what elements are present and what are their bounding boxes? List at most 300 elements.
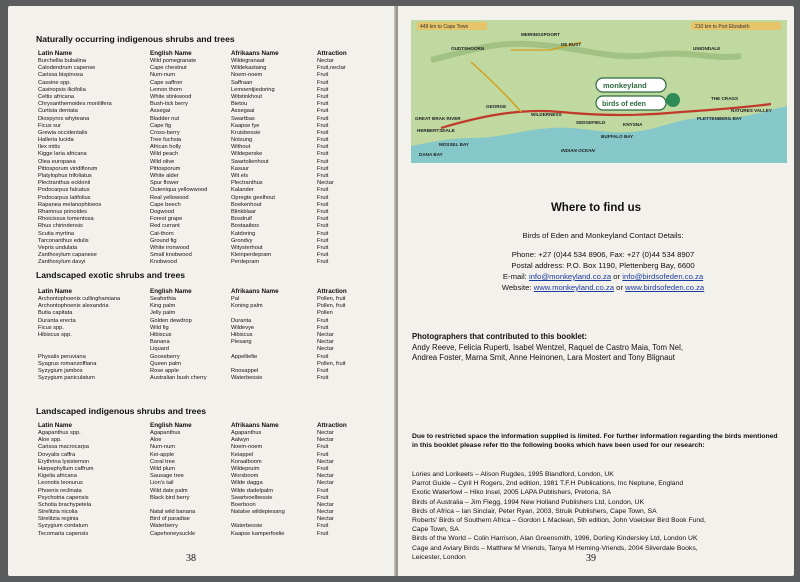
table-cell: Butia capitata: [38, 310, 73, 317]
table-cell: Kaapse kamperfoelie: [231, 530, 285, 537]
table-cell: Num-num: [150, 72, 175, 79]
table-cell: [150, 502, 230, 509]
table-cell: Nectar: [317, 430, 334, 436]
table-cell: Witysterhout: [231, 244, 263, 251]
table-cell: Fruit: [317, 208, 329, 215]
column-header: Afrikaans Name: [231, 50, 279, 57]
column-header: Afrikaans Name: [231, 288, 279, 295]
map-place-label: THE CRAGS: [711, 96, 739, 101]
table-cell: Syzygium cordatum: [38, 523, 88, 530]
table-cell: Fruit: [317, 465, 329, 472]
postal-line: Postal address: P.O. Box 1190, Plettenberg Bay, 6600: [511, 261, 695, 270]
table-cell: [231, 310, 313, 317]
table-cell: Assegai: [150, 108, 171, 115]
table-cell: Fruit: [317, 72, 329, 79]
table-cell: Pollen, fruit: [317, 296, 346, 302]
map-place-label: WILDERNESS: [531, 112, 562, 117]
table-column: [38, 288, 148, 382]
location-marker-icon: [666, 93, 680, 107]
table-cell: Gooseberry: [150, 353, 180, 360]
table-cell: Carissa bispinosa: [38, 72, 83, 79]
table-cell: Tecomaria capensis: [38, 530, 89, 537]
table-cell: Fruit: [317, 530, 329, 537]
table-cell: Pollen, fruit: [317, 303, 346, 310]
reference-item: Cage and Aviary Birds – Matthew M Vriends, Tanya M Heming-Vriends, 2004 Silverdale Books,: [412, 544, 698, 552]
column-header: Attraction: [317, 422, 347, 429]
table-column: [38, 50, 148, 266]
table-cell: Kleinperdepram: [231, 252, 272, 259]
table-cell: Notsung: [231, 137, 253, 144]
table-cell: Duranta erecta: [38, 317, 76, 324]
map-place-label: SEDGEFIELD: [576, 120, 606, 125]
map-place-label: KNYSNA: [623, 122, 643, 127]
table-cell: Fruit: [317, 115, 329, 122]
table-cell: Pittosporum viridiflorum: [38, 165, 98, 172]
column-header: English Name: [150, 288, 192, 295]
table-cell: Cape fig: [150, 122, 172, 129]
table-cell: Fruit: [317, 151, 329, 158]
contact-block: [438, 230, 768, 293]
table-cell: Hibiscus: [150, 331, 172, 338]
table-cell: Scutia myrtina: [38, 230, 75, 237]
reference-item: Birds of Australia – Jim Flegg, 1994 New Holland Publishers Ltd, London, UK: [412, 498, 644, 506]
table-cell: Rhoicissus tomentosa: [38, 216, 94, 223]
table-cell: Perdepram: [231, 259, 260, 266]
column-header: Attraction: [317, 288, 347, 295]
table-cell: Wild peach: [150, 151, 179, 158]
table-cell: Calodendrum capense: [38, 65, 96, 72]
right-page: [398, 6, 794, 576]
table-cell: Fruit: [317, 230, 329, 237]
table-cell: Wild pomegranate: [150, 58, 197, 64]
table-cell: Fruit: [317, 158, 329, 165]
table-column: [150, 422, 230, 538]
table-cell: Noem-noem: [231, 72, 263, 79]
table-cell: Rapanea melanophloeos: [38, 201, 102, 208]
table-cell: Kei-apple: [150, 451, 175, 458]
table-cell: Fruit: [317, 173, 329, 179]
table-cell: Strelitzia nicolia: [38, 509, 78, 516]
table-cell: Fruit: [317, 353, 329, 360]
table-cell: Kalander: [231, 187, 254, 194]
page-number-left: 38: [186, 553, 196, 564]
table-cell: Piesang: [231, 339, 252, 346]
column-header: English Name: [150, 422, 192, 429]
table-cell: Phoenix reclinata: [38, 487, 82, 494]
table-cell: Ground fig: [150, 237, 177, 244]
table-cell: Grondvy: [231, 237, 253, 244]
table-cell: [38, 339, 148, 346]
map-place-label: UNIONDALE: [693, 46, 721, 51]
table-cell: [38, 346, 148, 353]
table-cell: Liquard: [150, 346, 169, 353]
table-cell: Fruit: [317, 324, 329, 331]
reference-item: Cape Town, SA: [412, 526, 459, 534]
table-cell: Black bird berry: [150, 494, 190, 501]
table-column: [317, 422, 367, 538]
table-cell: Fruit: [317, 165, 329, 172]
table-cell: Ficus sur: [38, 122, 62, 129]
reference-item: Roberts' Birds of Southern Africa – Gordon L Maclean, 5th edition, John Voelcker Bird Book Fund,: [412, 517, 706, 525]
table-cell: Fruit,nectar: [317, 65, 346, 72]
table-cell: [231, 516, 313, 523]
table-column: [317, 50, 367, 266]
table-cell: Fruit: [317, 252, 329, 259]
table-cell: Cape saffron: [150, 79, 183, 86]
table-cell: Nectar: [317, 473, 334, 480]
table-cell: Fruit: [317, 523, 329, 530]
table-cell: Hibiscus spp.: [38, 331, 72, 338]
table-cell: Kaapse fye: [231, 122, 260, 129]
table-cell: Bostaaibos: [231, 223, 260, 230]
table-column: [150, 50, 230, 266]
table-cell: Capehoneysuckle: [150, 530, 196, 537]
table-cell: Nectar: [317, 501, 334, 508]
table-cell: Celtis africana: [38, 93, 75, 100]
map-place-label: BUFFALO BAY: [601, 134, 634, 139]
table-cell: King palm: [150, 303, 176, 310]
table-cell: Carissa macrocarpa: [38, 444, 89, 451]
map-place-label: OUDTSHOORN: [451, 46, 485, 51]
table-cell: Fruit: [317, 367, 329, 374]
table-cell: Rose apple: [150, 367, 179, 374]
table-cell: Boerboon: [231, 501, 256, 508]
table-cell: Nectar: [317, 458, 334, 465]
map-place-label: DE RUST: [561, 42, 582, 47]
table-cell: Aloe spp.: [38, 437, 62, 444]
table-cell: Fruit: [317, 122, 329, 129]
table-cell: Fruit: [317, 201, 329, 208]
page-number-right: 39: [586, 553, 596, 564]
table-cell: Roosappel: [231, 367, 259, 374]
table-cell: Fruit: [317, 444, 329, 451]
table-cell: Australian bush cherry: [150, 375, 207, 382]
table-cell: Knobwood: [150, 259, 177, 266]
email-link-monkeyland[interactable]: info@monkeyland.co.za: [528, 272, 612, 281]
table-cell: Cross-berry: [150, 129, 180, 136]
references-intro: Due to restricted space the information supplied is limited. For further information regarding the birds mentioned in this booklet please refer tto the following books which have been used for our research:: [412, 433, 778, 450]
map-place-label: GREAT BRAK RIVER: [415, 116, 461, 121]
table-cell: Fruit: [317, 194, 329, 201]
table-cell: Coral tree: [150, 458, 175, 465]
table-cell: Chrysanthemoides monilifera: [38, 101, 112, 108]
table-cell: Vepris undulata: [38, 244, 78, 251]
photographers-block: [412, 332, 782, 364]
map-place-label: GEORGE: [486, 104, 507, 109]
table-cell: Agapanthus spp.: [38, 430, 81, 436]
map-place-label: DANA BAY: [419, 152, 443, 157]
table-cell: Bush-tick berry: [150, 101, 188, 108]
table-cell: Fruit: [317, 137, 329, 144]
reference-item: Leicester, London: [412, 553, 466, 561]
table-cell: Katdoring: [231, 230, 256, 237]
table-cell: Bietou: [231, 101, 248, 108]
reference-item: Parrot Guide – Cyril H Rogers, 2nd edition, 1981 T.F.H Publications, Inc Neptune, England: [412, 480, 684, 488]
map-place-label: INDIAN OCEAN: [561, 148, 595, 153]
table-cell: Fruit: [317, 223, 329, 230]
table-cell: Halleria lucida: [38, 137, 74, 144]
table-cell: Waterbessie: [231, 375, 263, 382]
birds-of-eden-label: birds of eden: [602, 101, 646, 108]
table-cell: Outeniqua yellowwood: [150, 187, 208, 194]
table-cell: Fruit: [317, 86, 329, 93]
table-cell: Diospyros whyteana: [38, 115, 90, 122]
table-cell: Wilde dadelpalm: [231, 487, 274, 494]
table-cell: Fruit: [317, 144, 329, 151]
table-cell: Archontophoenix alexandria: [38, 303, 109, 310]
table-cell: Wildevye: [231, 324, 255, 331]
table-cell: Nectar: [317, 180, 334, 187]
table-cell: Banana: [150, 339, 170, 346]
table-cell: Bird of paradise: [150, 516, 190, 523]
table-cell: Kigge laria africana: [38, 151, 87, 158]
table-cell: Forest grape: [150, 216, 183, 223]
website-line: [438, 282, 768, 293]
table-cell: Nectar: [317, 58, 334, 64]
table-cell: Nectar: [317, 346, 334, 353]
references-list: [412, 470, 784, 562]
table-cell: Wild olive: [150, 158, 175, 165]
map-place-label: NATURES VALLEY: [731, 108, 772, 113]
table-cell: Leonotis leonurus: [38, 480, 83, 487]
where-heading: Where to find us: [550, 202, 642, 214]
map-place-label: MEIRINGSPOORT: [521, 32, 561, 37]
table-cell: Natal wild banana: [150, 509, 196, 516]
table-cell: White alder: [150, 173, 179, 179]
table-cell: Syzygium jambos: [38, 367, 83, 374]
table-cell: Platylophus trifoliatus: [38, 173, 92, 179]
table-cell: White ironwood: [150, 244, 190, 251]
table-cell: Physalis peruviana: [38, 353, 86, 360]
table-cell: Wilde dagga: [231, 480, 263, 487]
reference-item: Lories and Lorikeets – Alison Rugdes, 1995 Blandford, London, UK: [412, 471, 614, 478]
table-cell: Fruit: [317, 93, 329, 100]
table-cell: Nectar: [317, 437, 334, 444]
monkeyland-label: monkeyland: [603, 81, 647, 90]
table-cell: Fruit: [317, 259, 329, 266]
table-cell: Swartvoelbessie: [231, 494, 273, 501]
table-cell: Casinopsis ilicifolia: [38, 86, 86, 93]
table-column: [231, 422, 313, 538]
table-cell: Lemoentjiedoring: [231, 86, 275, 93]
table-cell: Fruit: [317, 375, 329, 382]
table-cell: Syagrus romanzoffiana: [38, 360, 97, 367]
table-cell: Wildepruim: [231, 465, 260, 472]
table-cell: Wild fig: [150, 324, 169, 331]
table-cell: Real yellowood: [150, 194, 189, 201]
photographers-title: Photographers that contributed to this booklet:: [412, 332, 587, 341]
map-place-label: HERBERTSDALE: [417, 128, 455, 133]
table-cell: Fruit: [317, 216, 329, 223]
table-cell: Erythrina lysistemon: [38, 458, 90, 465]
table-cell: Tree fuchsia: [150, 137, 182, 144]
table-cell: Swartolienhout: [231, 158, 269, 165]
table-cell: Rhus chirindensis: [38, 223, 83, 230]
table-cell: Pittosporum: [150, 165, 181, 172]
table-cell: Wild date palm: [150, 487, 188, 494]
table-cell: Plectranthus ecklonii: [38, 180, 91, 187]
table-cell: Kasuur: [231, 165, 250, 172]
table-cell: Fruit: [317, 244, 329, 251]
table-cell: Fruit: [317, 487, 329, 494]
table-cell: Grewia occidentalis: [38, 129, 88, 136]
photographers-line: Andy Reeve, Felicia Ruperti, Isabel Wentzel, Raquel de Castro Maia, Tom Nel,: [412, 342, 683, 352]
table-cell: Nectar: [317, 331, 334, 338]
website-link-monkeyland[interactable]: www.monkeyland.co.za: [533, 283, 615, 292]
table-cell: Saffraan: [231, 79, 253, 86]
table-cell: Dogwood: [150, 208, 175, 215]
table-cell: Aalwyn: [231, 437, 250, 444]
table-cell: Fruit: [317, 237, 329, 244]
email-link-birdsofeden[interactable]: info@birdsofeden.co.za: [622, 272, 704, 281]
table-cell: Nectar: [317, 509, 334, 516]
table-cell: Strelitzia reginia: [38, 516, 79, 523]
column-header: Latin Name: [38, 422, 72, 429]
table-cell: Pollen: [317, 310, 333, 317]
table-cell: Bosdruif: [231, 216, 252, 223]
table-column: [231, 50, 313, 266]
table-cell: [231, 346, 313, 353]
photographers-line: Andrea Foster, Marna Smit, Anne Heinonen, Lara Mostert and Tony Blignaut: [412, 353, 675, 362]
table-column: [231, 288, 313, 382]
table-cell: Kigelia africana: [38, 473, 77, 480]
column-header: Afrikaans Name: [231, 422, 279, 429]
table-cell: White stinkwood: [150, 93, 192, 100]
table-cell: Syzygium paniculatum: [38, 375, 95, 382]
table-cell: Harpephyllum caffrum: [38, 465, 94, 472]
website-link-birdsofeden[interactable]: www.birdsofeden.co.za: [625, 283, 705, 292]
table-cell: Fruit: [317, 494, 329, 501]
table-cell: Small knobwood: [150, 252, 192, 259]
table-cell: Fruit: [317, 129, 329, 136]
table-cell: Blinkblaar: [231, 208, 256, 215]
table-cell: Noem-noem: [231, 444, 263, 451]
table-cell: Cape beech: [150, 201, 181, 208]
table-cell: Bladder nut: [150, 115, 180, 122]
table-cell: Fruit: [317, 79, 329, 86]
table-cell: Num-num: [150, 444, 175, 451]
table-cell: Fruit: [317, 108, 329, 115]
table-cell: Dovyalis caffra: [38, 451, 76, 458]
table-cell: Wildeperske: [231, 151, 263, 158]
table-cell: Plectranthus: [231, 180, 263, 187]
table-cell: Fruit: [317, 101, 329, 108]
distance-text-right: 210 km to Port Elizabeth: [695, 24, 750, 30]
table-cell: Witstinkhout: [231, 93, 262, 100]
table-cell: Worsboom: [231, 473, 259, 480]
table-cell: Burchellia bubalina: [38, 58, 87, 64]
table-cell: Koraalboom: [231, 458, 262, 465]
table-cell: Keiappel: [231, 451, 254, 458]
table-cell: Nectar: [317, 516, 334, 523]
table-cell: Agapanthus: [150, 430, 181, 436]
table-cell: Ilex mitis: [38, 144, 61, 151]
table-cell: Zanthoxylum davyi: [38, 259, 86, 266]
email-label: E-mail:: [502, 272, 527, 281]
reference-item: Birds of Africa – Ian Sinclair, Peter Ryan, 2003, Struik Publishers, Cape Town, SA: [412, 507, 657, 515]
table-cell: Sausage tree: [150, 473, 184, 480]
table-cell: Waterbessie: [231, 523, 263, 530]
table-cell: African holly: [150, 144, 181, 151]
table-cell: Natalse wildepiesang: [231, 509, 285, 516]
table-cell: Seaforthia: [150, 296, 176, 302]
table-cell: Olea europaea: [38, 158, 76, 165]
table-cell: Aloe: [150, 437, 162, 444]
column-header: Latin Name: [38, 288, 72, 295]
website-or: or: [616, 283, 624, 292]
map-place-label: PLETTENBERG BAY: [697, 116, 742, 121]
table-cell: [231, 361, 313, 368]
distance-text-left: 449 km to Cape Town: [420, 24, 469, 30]
table-cell: Opregte geelhout: [231, 194, 275, 201]
table-cell: Rhamnus prinoides: [38, 208, 88, 215]
table-cell: Nectar: [317, 480, 334, 487]
column-header: Attraction: [317, 50, 347, 57]
table-cell: Fruit: [317, 187, 329, 194]
table-cell: Duranta: [231, 317, 252, 324]
table-cell: Lion's tail: [150, 480, 174, 487]
table-cell: Fruit: [317, 451, 329, 458]
section-title: Naturally occurring indigenous shrubs and trees: [36, 34, 235, 44]
table-cell: Fruit: [317, 317, 329, 324]
contact-title: Birds of Eden and Monkeyland Contact Details:: [522, 231, 684, 240]
table-cell: Red currant: [150, 223, 180, 230]
email-or: or: [613, 272, 621, 281]
table-cell: Jelly palm: [150, 310, 176, 317]
table-column: [150, 288, 230, 382]
table-cell: Pal: [231, 296, 240, 302]
website-label: Website:: [501, 283, 532, 292]
table-cell: Swartbas: [231, 115, 255, 122]
table-cell: Wit els: [231, 173, 249, 179]
table-cell: Waterberry: [150, 523, 178, 530]
table-cell: Agapanthus: [231, 430, 262, 436]
table-cell: Kruisbessie: [231, 129, 261, 136]
table-column: [317, 288, 367, 382]
table-cell: Cassine spp.: [38, 79, 71, 86]
table-cell: Wildegranaat: [231, 58, 265, 64]
table-cell: Podocarpus latifolius: [38, 194, 91, 201]
column-header: English Name: [150, 50, 192, 57]
table-cell: Psychotria capensis: [38, 494, 89, 501]
location-map: [411, 20, 787, 163]
left-page: [8, 6, 396, 576]
table-cell: Wildekastaing: [231, 65, 267, 72]
table-cell: Archontophoenix cullinghamiana: [38, 296, 121, 302]
table-cell: Koning palm: [231, 303, 263, 310]
table-cell: Without: [231, 144, 251, 151]
table-cell: Golden dewdrop: [150, 317, 192, 324]
table-cell: Assegaai: [231, 108, 255, 115]
table-cell: Pollen, fruit: [317, 360, 346, 367]
table-cell: Zanthoxylum capanese: [38, 252, 97, 259]
reference-item: Birds of the World – Colin Harrison, Alan Greensmith, 1996, Dorling Kindersley Ltd, London UK: [412, 535, 698, 543]
table-cell: Tarconanthus edulis: [38, 237, 89, 244]
table-cell: Podocarpus falcatus: [38, 187, 90, 194]
reference-item: Exotic Waterfowl – Hiko Insel, 2005 LAPA Publishers, Pretoria, SA: [412, 489, 612, 497]
table-cell: Boekenhout: [231, 201, 262, 208]
table-cell: Wild plum: [150, 465, 175, 472]
table-cell: Queen palm: [150, 360, 181, 367]
table-cell: Hibiscus: [231, 331, 253, 338]
column-header: Latin Name: [38, 50, 72, 57]
section-title: Landscaped indigenous shrubs and trees: [36, 406, 206, 416]
map-place-label: MOSSEL BAY: [439, 142, 469, 147]
table-cell: Lemon thorn: [150, 86, 182, 93]
table-cell: Curtisia dentata: [38, 108, 78, 115]
table-cell: Ficus spp.: [38, 324, 64, 331]
table-cell: Schotia brachypetela: [38, 501, 92, 508]
